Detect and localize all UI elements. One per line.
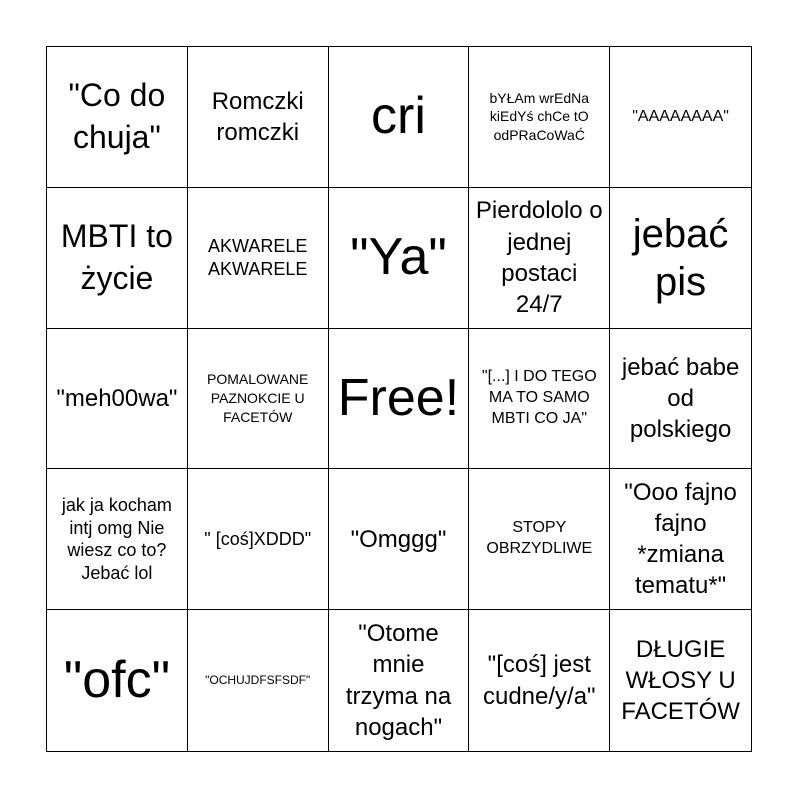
bingo-cell[interactable]: "OCHUJDFSFSDF" [188,610,329,751]
bingo-cell[interactable]: jak ja kocham intj omg Nie wiesz co to? Jebać lol [47,469,188,610]
bingo-cell[interactable]: MBTI to życie [47,188,188,329]
bingo-cell[interactable]: AKWARELE AKWARELE [188,188,329,329]
bingo-cell[interactable]: "Ooo fajno fajno *zmiana tematu*" [610,469,751,610]
bingo-cell[interactable]: " [coś]XDDD" [188,469,329,610]
bingo-cell[interactable]: jebać babe od polskiego [610,329,751,470]
bingo-cell[interactable]: "[coś] jest cudne/y/a" [469,610,610,751]
bingo-cell[interactable]: Romczki romczki [188,47,329,188]
bingo-cell[interactable]: "Otome mnie trzyma na nogach" [329,610,470,751]
bingo-cell[interactable]: "AAAAAAAA" [610,47,751,188]
bingo-cell[interactable]: "Omggg" [329,469,470,610]
bingo-cell[interactable]: "ofc" [47,610,188,751]
bingo-cell[interactable]: "Ya" [329,188,470,329]
bingo-board [46,46,752,752]
bingo-cell[interactable]: Pierdololo o jednej postaci 24/7 [469,188,610,329]
bingo-cell[interactable]: jebać pis [610,188,751,329]
bingo-cell[interactable]: DŁUGIE WŁOSY U FACETÓW [621,635,740,726]
bingo-cell[interactable]: cri [329,47,470,188]
bingo-cell[interactable]: STOPY OBRZYDLIWE [469,469,610,610]
bingo-cell[interactable]: "[...] I DO TEGO MA TO SAMO MBTI CO JA" [469,329,610,470]
bingo-cell[interactable]: bYŁAm wrEdNa kiEdYś chCe tO odPRaCoWaĆ [469,47,610,188]
bingo-cell[interactable]: POMALOWANE PAZNOKCIE U FACETÓW [188,329,329,470]
bingo-cell[interactable]: "meh00wa" [47,329,188,470]
bingo-cell-free[interactable]: Free! [329,329,470,470]
bingo-cell[interactable]: "Co do chuja" [47,47,188,188]
